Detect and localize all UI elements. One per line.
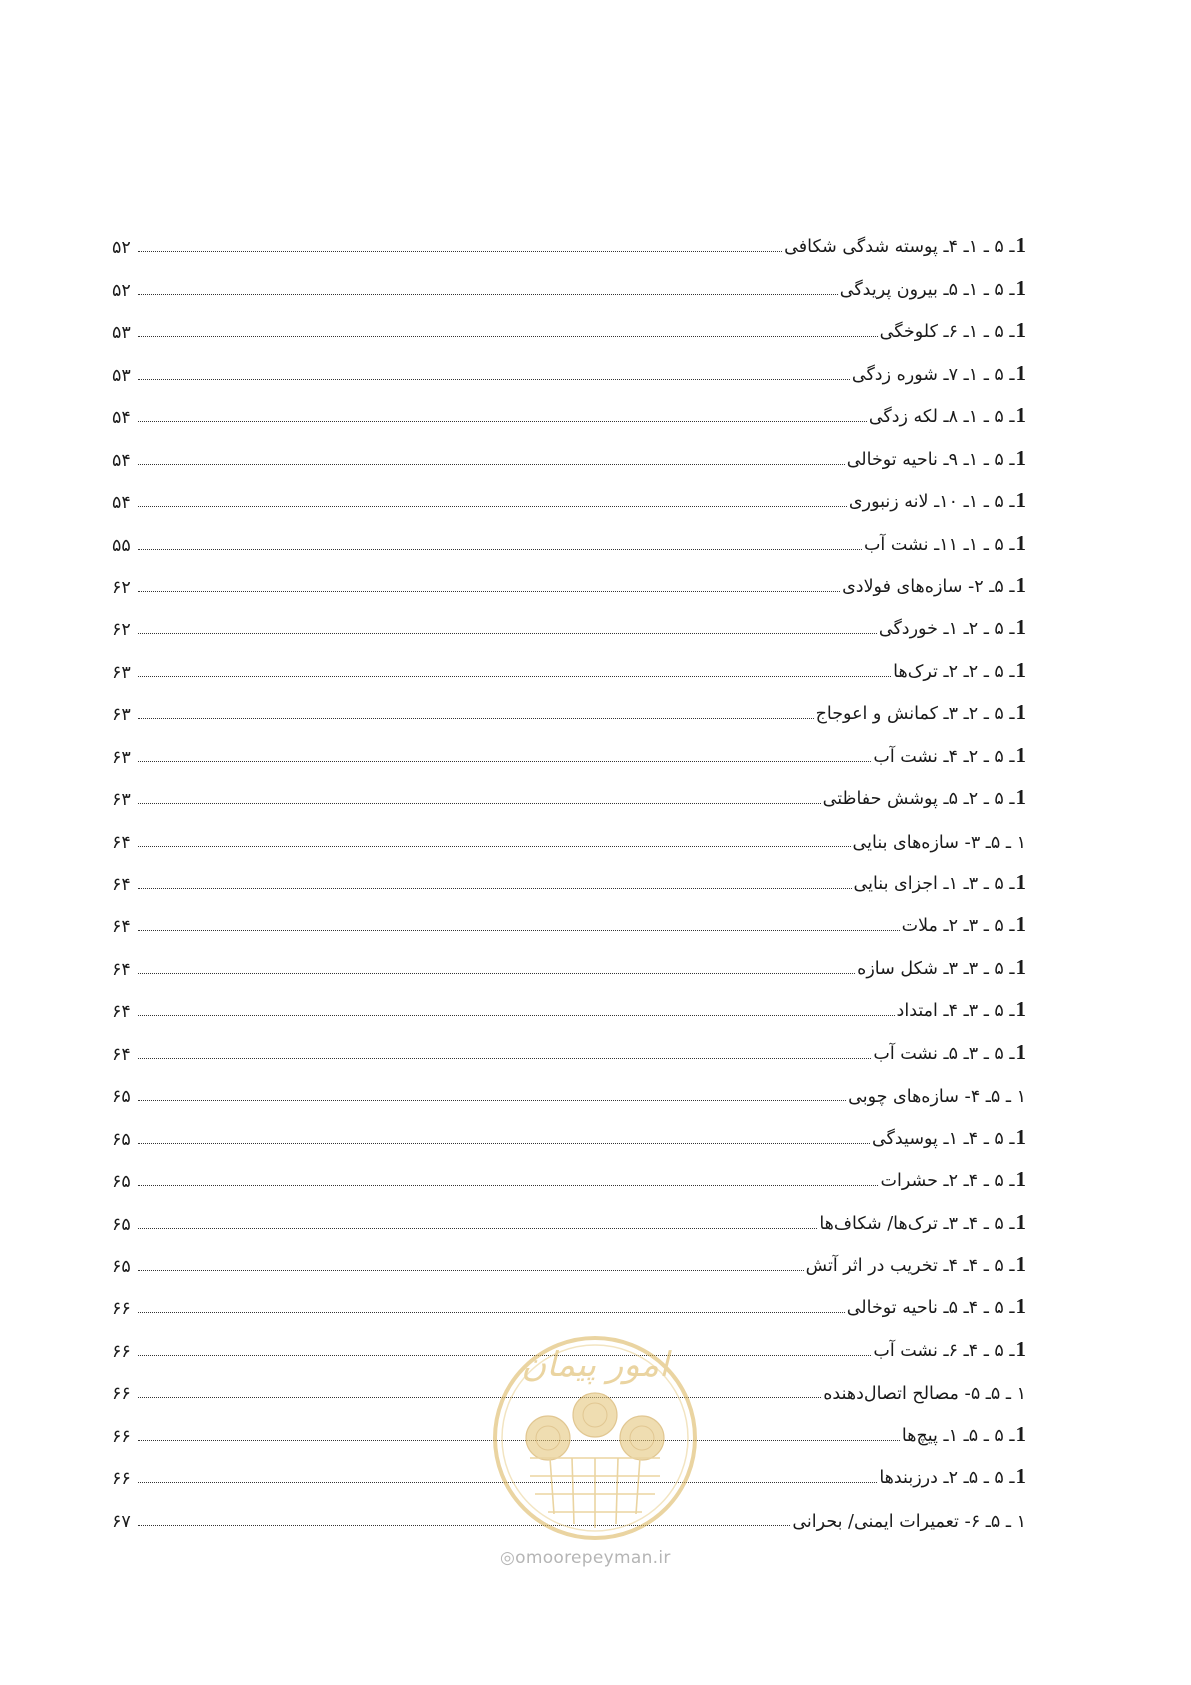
watermark-logo-text: امور پیمان — [521, 1345, 669, 1385]
toc-entry[interactable] — [112, 683, 1026, 725]
toc-entry-title — [842, 573, 1026, 598]
toc-entry-title — [879, 1464, 1026, 1489]
toc-entry[interactable] — [112, 937, 1026, 979]
toc-page-number: ۶۳ — [112, 747, 131, 768]
toc-page-number: ۶۶ — [112, 1299, 131, 1320]
toc-page-number: ۶۵ — [112, 1214, 131, 1235]
toc-entry-title — [819, 1210, 1026, 1235]
toc-entry-text: ـ ۵ ـ ۱ـ ۶ـ کلوخگی — [879, 322, 1015, 343]
toc-page-number: ۶۴ — [112, 1044, 131, 1065]
toc-entry-text: ـ ۵ ـ ۲ـ ۵ـ پوشش حفاظتی — [822, 789, 1015, 810]
toc-entry[interactable] — [112, 258, 1026, 300]
toc-page-number: ۵۲ — [112, 280, 131, 301]
toc-entry-title — [902, 1422, 1026, 1447]
toc-entry-text: ۱ ـ ۵ـ ۴- سازه‌های چوبی — [848, 1087, 1026, 1108]
toc-entry-text: ـ ۵ ـ ۴ـ ۴ـ تخریب در اثر آتش — [805, 1255, 1015, 1276]
toc-page-number: ۵۲ — [112, 238, 131, 259]
toc-entry-text: ـ ۵ ـ ۱ـ ۷ـ شوره زدگی — [851, 364, 1015, 385]
toc-page-number: ۶۶ — [112, 1426, 131, 1447]
toc-dot-leader — [138, 336, 878, 337]
toc-page-number: ۵۵ — [112, 535, 131, 556]
toc-entry-prefix: 1 — [1015, 1251, 1026, 1276]
toc-entry-text: ـ ۵ ـ ۳ـ ۲ـ ملات — [901, 916, 1015, 937]
toc-entry-title — [873, 1040, 1026, 1065]
toc-entry-prefix: 1 — [1015, 1294, 1026, 1319]
toc-dot-leader — [138, 1228, 817, 1229]
toc-entry-text: ـ ۵ ـ ۱ـ ۱۰ـ لانه زنبوری — [848, 492, 1015, 513]
toc-entry[interactable] — [112, 1107, 1026, 1149]
toc-entry-title — [852, 361, 1026, 386]
toc-page-number: ۶۶ — [112, 1384, 131, 1405]
toc-entry[interactable] — [112, 386, 1026, 428]
toc-entry[interactable] — [112, 895, 1026, 937]
toc-entry-text: ـ ۵ ـ ۲ـ ۳ـ کمانش و اعوجاج — [815, 704, 1015, 725]
toc-entry[interactable] — [112, 725, 1026, 767]
toc-entry-text: ـ ۵ ـ ۱ـ ۹ـ ناحیه توخالی — [846, 449, 1015, 470]
toc-entry-title — [823, 785, 1026, 810]
toc-entry-text: ـ ۵ ـ ۱ـ ۸ـ لکه زدگی — [868, 407, 1015, 428]
toc-entry-title — [847, 1294, 1026, 1319]
toc-page-number: ۶۳ — [112, 790, 131, 811]
toc-entry[interactable] — [112, 768, 1026, 810]
toc-entry-title — [848, 1087, 1026, 1107]
toc-entry-text: ـ ۵ ـ ۳ـ ۱ـ اجزای بنایی — [853, 874, 1015, 894]
toc-entry-prefix: 1 — [1015, 870, 1026, 894]
toc-page-number: ۶۴ — [112, 1002, 131, 1023]
toc-entry-text: ـ ۵ ـ ۴ـ ۶ـ نشت آب — [873, 1340, 1015, 1361]
toc-entry-title — [902, 912, 1026, 937]
toc-entry-prefix: 1 — [1015, 1464, 1026, 1489]
toc-dot-leader — [138, 1270, 804, 1271]
toc-entry-title — [857, 955, 1026, 980]
toc-entry-prefix: 1 — [1015, 318, 1026, 343]
toc-entry-text: ـ ۵ ـ ۳ـ ۴ـ امتداد — [896, 1001, 1015, 1022]
toc-dot-leader — [138, 464, 845, 465]
toc-entry-text: ـ ۵ ـ ۵ـ ۱ـ پیچ‌ها — [901, 1425, 1015, 1446]
toc-entry-title — [873, 743, 1026, 768]
toc-dot-leader — [138, 294, 838, 295]
toc-page-number: ۵۳ — [112, 365, 131, 386]
toc-entry-title — [784, 233, 1026, 258]
toc-dot-leader — [138, 973, 855, 974]
toc-page-number: ۶۵ — [112, 1129, 131, 1150]
toc-entry[interactable] — [112, 343, 1026, 385]
toc-entry-prefix: 1 — [1015, 360, 1026, 385]
toc-entry-text: ـ ۵ ـ ۱ـ ۴ـ پوسته شدگی شکافی — [784, 237, 1015, 258]
toc-page-number: ۵۴ — [112, 450, 131, 471]
toc-entry-title — [847, 446, 1026, 471]
toc-entry[interactable] — [112, 1065, 1026, 1107]
toc-entry[interactable] — [112, 301, 1026, 343]
toc-entry-title — [880, 1167, 1026, 1192]
at-icon: ◎ — [500, 1548, 516, 1568]
toc-entry-text: ـ ۵ ـ ۴ـ ۲ـ حشرات — [880, 1171, 1015, 1192]
toc-page-number: ۵۴ — [112, 408, 131, 429]
toc-entry-text: ـ ۵ ـ ۴ـ ۵ـ ناحیه توخالی — [846, 1298, 1015, 1319]
toc-entry-title — [849, 488, 1026, 513]
toc-entry-text: ـ ۵ ـ ۴ـ ۳ـ ترک‌ها/ شکاف‌ها — [819, 1213, 1015, 1234]
toc-page-number: ۶۴ — [112, 875, 131, 895]
toc-entry-prefix: 1 — [1015, 954, 1026, 979]
toc-page-number: ۶۲ — [112, 577, 131, 598]
toc-entry-text: ۱ ـ ۵ـ ۶- تعمیرات ایمنی/ بحرانی — [792, 1511, 1026, 1532]
toc-entry-prefix: 1 — [1015, 275, 1026, 300]
toc-page-number: ۶۳ — [112, 662, 131, 683]
toc-entry[interactable] — [112, 216, 1026, 258]
toc-entry[interactable] — [112, 1277, 1026, 1319]
omoorepeyman-logo-watermark — [480, 1318, 710, 1563]
toc-dot-leader — [138, 379, 850, 380]
toc-entry-prefix: 1 — [1015, 997, 1026, 1022]
toc-dot-leader — [138, 761, 871, 762]
toc-entry-text: ۱ ـ ۵ـ ۳- سازه‌های بنایی — [852, 832, 1026, 853]
toc-entry-prefix: 1 — [1015, 530, 1026, 555]
toc-entry-prefix: 1 — [1015, 488, 1026, 513]
toc-entry-text: ـ ۵ ـ ۱ـ ۱۱ـ نشت آب — [863, 534, 1015, 555]
toc-dot-leader — [138, 591, 840, 592]
toc-entry-title — [872, 1125, 1026, 1150]
toc-page-number: ۵۴ — [112, 493, 131, 514]
toc-entry-text: ـ ۵ ـ ۳ـ ۵ـ نشت آب — [873, 1043, 1015, 1064]
toc-entry-text: ـ ۵ ـ ۲ـ ۴ـ نشت آب — [873, 746, 1015, 767]
toc-entry-prefix: 1 — [1015, 233, 1026, 258]
toc-entry-prefix: 1 — [1015, 572, 1026, 597]
toc-entry-prefix: 1 — [1015, 742, 1026, 767]
toc-dot-leader — [138, 549, 862, 550]
toc-dot-leader — [138, 506, 847, 507]
toc-entry-title — [897, 997, 1026, 1022]
toc-entry-prefix: 1 — [1015, 615, 1026, 640]
toc-entry-text: ـ ۵ ـ ۲ـ ۱ـ خوردگی — [878, 619, 1015, 640]
toc-entry-text: ـ ۵ ـ ۲ـ ۲ـ ترک‌ها — [893, 661, 1015, 682]
toc-page-number: ۶۵ — [112, 1172, 131, 1193]
toc-dot-leader — [138, 251, 782, 252]
toc-dot-leader — [138, 1143, 870, 1144]
toc-entry-prefix: 1 — [1015, 785, 1026, 810]
toc-entry[interactable] — [112, 598, 1026, 640]
toc-dot-leader — [138, 846, 851, 847]
toc-page-number: ۶۷ — [112, 1511, 131, 1532]
toc-entry[interactable] — [112, 853, 1026, 895]
toc-entry[interactable] — [112, 810, 1026, 852]
toc-page-number: ۶۴ — [112, 832, 131, 853]
toc-entry-prefix: 1 — [1015, 1209, 1026, 1234]
toc-entry-title — [823, 1384, 1026, 1404]
toc-entry[interactable] — [112, 1150, 1026, 1192]
toc-entry[interactable] — [112, 556, 1026, 598]
toc-entry-text: ۱ ـ ۵ـ ۵- مصالح اتصال‌دهنده — [823, 1384, 1026, 1405]
toc-dot-leader — [138, 803, 821, 804]
toc-entry-prefix: 1 — [1015, 1336, 1026, 1361]
toc-dot-leader — [138, 676, 891, 677]
toc-entry-prefix: 1 — [1015, 657, 1026, 682]
toc-entry-title — [864, 531, 1026, 556]
toc-dot-leader — [138, 930, 900, 931]
toc-entry-prefix: 1 — [1015, 1421, 1026, 1446]
toc-dot-leader — [138, 1100, 846, 1101]
toc-dot-leader — [138, 888, 852, 889]
toc-page-number: ۶۵ — [112, 1256, 131, 1277]
toc-page-number: ۶۴ — [112, 917, 131, 938]
toc-entry-text: ـ ۵ ـ ۳ـ ۳ـ شکل سازه — [857, 958, 1015, 979]
toc-dot-leader — [138, 718, 814, 719]
toc-page-number: ۶۲ — [112, 620, 131, 641]
toc-page-number: ۵۳ — [112, 323, 131, 344]
toc-page-number: ۶۴ — [112, 959, 131, 980]
toc-page-number: ۶۶ — [112, 1469, 131, 1490]
toc-entry-prefix: 1 — [1015, 700, 1026, 725]
toc-entry[interactable] — [112, 428, 1026, 470]
toc-page-number: ۶۶ — [112, 1341, 131, 1362]
toc-entry[interactable] — [112, 471, 1026, 513]
toc-entry-title — [806, 1252, 1026, 1277]
toc-entry-text: ـ ۵ ـ ۵ـ ۲ـ درزبندها — [879, 1468, 1015, 1489]
toc-entry-prefix: 1 — [1015, 403, 1026, 428]
toc-entry-title — [792, 1512, 1026, 1532]
watermark-caption-text: omoorepeyman.ir — [515, 1548, 671, 1568]
toc-entry-text: ـ ۵ ـ ۴ـ ۱ـ پوسیدگی — [871, 1128, 1015, 1149]
toc-entry-title — [840, 276, 1026, 301]
toc-entry[interactable] — [112, 1235, 1026, 1277]
toc-entry-title — [854, 870, 1026, 895]
toc-entry-prefix: 1 — [1015, 912, 1026, 937]
toc-dot-leader — [138, 1015, 895, 1016]
toc-entry-title — [816, 700, 1026, 725]
toc-dot-leader — [138, 1312, 845, 1313]
toc-entry-text: ـ ۵ ـ ۱ـ ۵ـ بیرون پریدگی — [839, 279, 1015, 300]
toc-entry-prefix: 1 — [1015, 1124, 1026, 1149]
toc-dot-leader — [138, 1185, 878, 1186]
toc-entry-title — [879, 615, 1026, 640]
toc-entry-title — [880, 318, 1026, 343]
toc-entry-title — [873, 1337, 1026, 1362]
toc-entry-prefix: 1 — [1015, 1039, 1026, 1064]
toc-entry-prefix: 1 — [1015, 1167, 1026, 1192]
toc-dot-leader — [138, 421, 867, 422]
toc-entry[interactable] — [112, 980, 1026, 1022]
toc-page-number: ۶۵ — [112, 1087, 131, 1108]
toc-entry-prefix: 1 — [1015, 445, 1026, 470]
toc-page-number: ۶۳ — [112, 705, 131, 726]
watermark-caption — [500, 1548, 671, 1568]
toc-entry[interactable] — [112, 640, 1026, 682]
toc-entry[interactable] — [112, 1192, 1026, 1234]
toc-entry[interactable] — [112, 1022, 1026, 1064]
toc-entry-title — [869, 403, 1026, 428]
toc-dot-leader — [138, 1058, 871, 1059]
toc-dot-leader — [138, 633, 877, 634]
toc-entry-title — [893, 658, 1026, 683]
toc-entry-text: ـ ۵ـ ۲- سازه‌های فولادی — [842, 576, 1015, 597]
toc-entry[interactable] — [112, 513, 1026, 555]
toc-entry-title — [853, 833, 1026, 853]
